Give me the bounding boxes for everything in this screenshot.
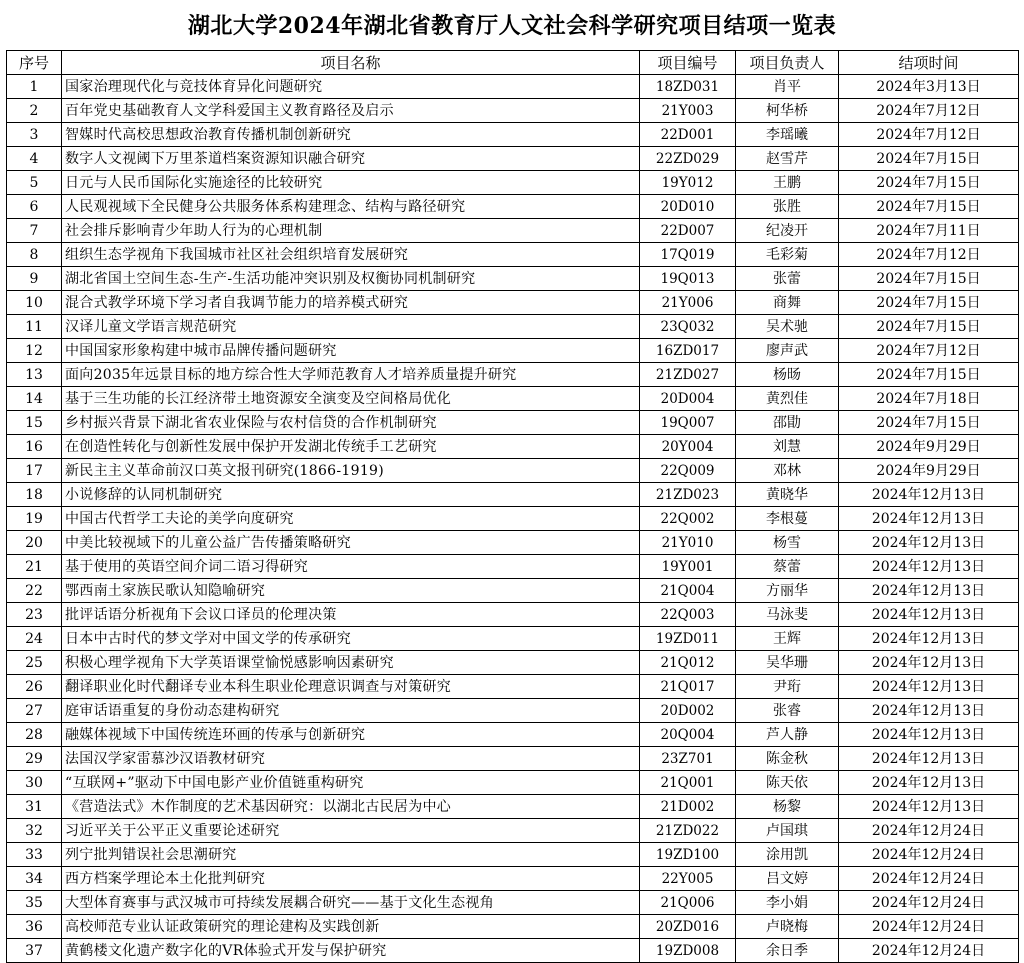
cell-completion-date: 2024年7月15日 (839, 195, 1019, 219)
table-row (7, 459, 1019, 483)
cell-no: 17 (7, 459, 62, 483)
cell-project-leader: 杨旸 (736, 363, 839, 387)
cell-no: 6 (7, 195, 62, 219)
cell-project-leader: 黄烈佳 (736, 387, 839, 411)
cell-project-code: 20D002 (640, 699, 736, 723)
cell-no: 19 (7, 507, 62, 531)
cell-project-name: 数字人文视阈下万里茶道档案资源知识融合研究 (62, 147, 640, 171)
cell-project-code: 22Q003 (640, 603, 736, 627)
cell-project-leader: 柯华桥 (736, 99, 839, 123)
cell-project-name: 日本中古时代的梦文学对中国文学的传承研究 (62, 627, 640, 651)
header-row (7, 51, 1019, 75)
cell-completion-date: 2024年9月29日 (839, 435, 1019, 459)
cell-project-name: 面向2035年远景目标的地方综合性大学师范教育人才培养质量提升研究 (62, 363, 640, 387)
table-row (7, 867, 1019, 891)
sheet-title: 湖北大学2024年湖北省教育厅人文社会科学研究项目结项一览表 (187, 13, 837, 39)
cell-no: 29 (7, 747, 62, 771)
header-no: 序号 (7, 51, 62, 75)
cell-project-name: 西方档案学理论本土化批判研究 (62, 867, 640, 891)
cell-project-code: 22Q002 (640, 507, 736, 531)
cell-completion-date: 2024年12月13日 (839, 795, 1019, 819)
table-row (7, 891, 1019, 915)
cell-project-leader: 刘慧 (736, 435, 839, 459)
table-row (7, 315, 1019, 339)
cell-project-name: 积极心理学视角下大学英语课堂愉悦感影响因素研究 (62, 651, 640, 675)
cell-completion-date: 2024年7月15日 (839, 267, 1019, 291)
cell-project-leader: 李小娟 (736, 891, 839, 915)
table-row (7, 675, 1019, 699)
cell-project-code: 22ZD029 (640, 147, 736, 171)
table-row (7, 363, 1019, 387)
cell-completion-date: 2024年12月13日 (839, 723, 1019, 747)
table-row (7, 819, 1019, 843)
cell-no: 14 (7, 387, 62, 411)
cell-project-name: 国家治理现代化与竞技体育异化问题研究 (62, 75, 640, 99)
cell-project-name: 批评话语分析视角下会议口译员的伦理决策 (62, 603, 640, 627)
cell-project-code: 20Q004 (640, 723, 736, 747)
cell-project-leader: 邓林 (736, 459, 839, 483)
table-row (7, 603, 1019, 627)
cell-project-code: 21ZD022 (640, 819, 736, 843)
table-row (7, 915, 1019, 939)
cell-project-code: 19Q013 (640, 267, 736, 291)
cell-completion-date: 2024年7月12日 (839, 123, 1019, 147)
cell-project-code: 20Y004 (640, 435, 736, 459)
cell-completion-date: 2024年12月24日 (839, 843, 1019, 867)
cell-project-leader: 涂用凯 (736, 843, 839, 867)
cell-project-code: 23Z701 (640, 747, 736, 771)
cell-project-name: 社会排斥影响青少年助人行为的心理机制 (62, 219, 640, 243)
cell-completion-date: 2024年7月12日 (839, 99, 1019, 123)
table-row (7, 387, 1019, 411)
cell-completion-date: 2024年12月24日 (839, 915, 1019, 939)
cell-project-code: 22D007 (640, 219, 736, 243)
cell-project-code: 20D010 (640, 195, 736, 219)
project-table (6, 50, 1019, 963)
cell-project-name: 法国汉学家雷慕沙汉语教材研究 (62, 747, 640, 771)
cell-completion-date: 2024年7月15日 (839, 171, 1019, 195)
cell-project-leader: 王辉 (736, 627, 839, 651)
header-person: 项目负责人 (736, 51, 839, 75)
cell-no: 22 (7, 579, 62, 603)
cell-no: 13 (7, 363, 62, 387)
cell-completion-date: 2024年7月15日 (839, 315, 1019, 339)
cell-project-code: 21D002 (640, 795, 736, 819)
cell-no: 23 (7, 603, 62, 627)
table-row (7, 195, 1019, 219)
cell-no: 10 (7, 291, 62, 315)
cell-no: 33 (7, 843, 62, 867)
cell-project-code: 21Q004 (640, 579, 736, 603)
cell-project-name: 融媒体视域下中国传统连环画的传承与创新研究 (62, 723, 640, 747)
cell-completion-date: 2024年12月13日 (839, 483, 1019, 507)
cell-project-name: 在创造性转化与创新性发展中保护开发湖北传统手工艺研究 (62, 435, 640, 459)
cell-project-leader: 卢国琪 (736, 819, 839, 843)
cell-project-code: 21ZD027 (640, 363, 736, 387)
cell-project-leader: 尹珩 (736, 675, 839, 699)
cell-project-code: 23Q032 (640, 315, 736, 339)
cell-no: 20 (7, 531, 62, 555)
cell-project-leader: 蔡蕾 (736, 555, 839, 579)
cell-project-leader: 陈金秋 (736, 747, 839, 771)
table-row (7, 267, 1019, 291)
cell-no: 2 (7, 99, 62, 123)
cell-project-leader: 杨雪 (736, 531, 839, 555)
table-row (7, 147, 1019, 171)
cell-no: 34 (7, 867, 62, 891)
cell-project-name: “互联网+”驱动下中国电影产业价值链重构研究 (62, 771, 640, 795)
table-row (7, 243, 1019, 267)
cell-completion-date: 2024年12月13日 (839, 699, 1019, 723)
cell-project-leader: 张胜 (736, 195, 839, 219)
cell-no: 3 (7, 123, 62, 147)
cell-completion-date: 2024年12月13日 (839, 531, 1019, 555)
cell-project-leader: 廖声武 (736, 339, 839, 363)
table-row (7, 699, 1019, 723)
cell-project-name: 人民观视域下全民健身公共服务体系构建理念、结构与路径研究 (62, 195, 640, 219)
table-row (7, 507, 1019, 531)
cell-no: 4 (7, 147, 62, 171)
cell-project-code: 19Y012 (640, 171, 736, 195)
table-row (7, 747, 1019, 771)
header-date: 结项时间 (839, 51, 1019, 75)
cell-completion-date: 2024年12月13日 (839, 675, 1019, 699)
cell-project-code: 19ZD100 (640, 843, 736, 867)
cell-no: 18 (7, 483, 62, 507)
table-row (7, 171, 1019, 195)
cell-project-leader: 陈天依 (736, 771, 839, 795)
cell-project-leader: 毛彩菊 (736, 243, 839, 267)
cell-project-name: 列宁批判错误社会思潮研究 (62, 843, 640, 867)
cell-completion-date: 2024年7月15日 (839, 363, 1019, 387)
cell-project-name: 中国国家形象构建中城市品牌传播问题研究 (62, 339, 640, 363)
cell-completion-date: 2024年12月24日 (839, 891, 1019, 915)
cell-no: 15 (7, 411, 62, 435)
table-row (7, 219, 1019, 243)
table-row (7, 99, 1019, 123)
table-row (7, 843, 1019, 867)
cell-project-name: 大型体育赛事与武汉城市可持续发展耦合研究——基于文化生态视角 (62, 891, 640, 915)
cell-project-name: 湖北省国土空间生态-生产-生活功能冲突识别及权衡协同机制研究 (62, 267, 640, 291)
cell-no: 7 (7, 219, 62, 243)
cell-project-leader: 吴华珊 (736, 651, 839, 675)
table-row (7, 555, 1019, 579)
cell-project-name: 汉译儿童文学语言规范研究 (62, 315, 640, 339)
cell-project-code: 19Y001 (640, 555, 736, 579)
cell-project-leader: 吴术驰 (736, 315, 839, 339)
cell-no: 32 (7, 819, 62, 843)
cell-completion-date: 2024年12月24日 (839, 867, 1019, 891)
cell-completion-date: 2024年12月13日 (839, 771, 1019, 795)
cell-no: 16 (7, 435, 62, 459)
cell-project-leader: 李瑶曦 (736, 123, 839, 147)
cell-no: 9 (7, 267, 62, 291)
cell-project-name: 习近平关于公平正义重要论述研究 (62, 819, 640, 843)
cell-project-leader: 吕文婷 (736, 867, 839, 891)
cell-completion-date: 2024年12月13日 (839, 747, 1019, 771)
cell-no: 31 (7, 795, 62, 819)
cell-no: 8 (7, 243, 62, 267)
cell-completion-date: 2024年12月13日 (839, 555, 1019, 579)
cell-project-code: 21Y006 (640, 291, 736, 315)
table-row (7, 723, 1019, 747)
table-row (7, 939, 1019, 963)
table-row (7, 123, 1019, 147)
cell-project-code: 22D001 (640, 123, 736, 147)
cell-project-name: 黄鹤楼文化遗产数字化的VR体验式开发与保护研究 (62, 939, 640, 963)
cell-project-code: 19ZD011 (640, 627, 736, 651)
cell-completion-date: 2024年9月29日 (839, 459, 1019, 483)
cell-project-code: 21Q001 (640, 771, 736, 795)
table-row (7, 411, 1019, 435)
table-row (7, 483, 1019, 507)
cell-completion-date: 2024年12月13日 (839, 579, 1019, 603)
cell-project-leader: 马泳斐 (736, 603, 839, 627)
cell-project-code: 22Y005 (640, 867, 736, 891)
cell-project-name: 混合式教学环境下学习者自我调节能力的培养模式研究 (62, 291, 640, 315)
cell-project-name: 新民主主义革命前汉口英文报刊研究(1866-1919) (62, 459, 640, 483)
cell-no: 21 (7, 555, 62, 579)
table-row (7, 75, 1019, 99)
cell-completion-date: 2024年12月24日 (839, 819, 1019, 843)
cell-project-leader: 张睿 (736, 699, 839, 723)
cell-project-code: 21Q006 (640, 891, 736, 915)
cell-no: 11 (7, 315, 62, 339)
cell-project-name: 基于使用的英语空间介词二语习得研究 (62, 555, 640, 579)
cell-completion-date: 2024年12月24日 (839, 939, 1019, 963)
cell-completion-date: 2024年7月18日 (839, 387, 1019, 411)
cell-completion-date: 2024年12月13日 (839, 627, 1019, 651)
cell-completion-date: 2024年12月13日 (839, 603, 1019, 627)
cell-project-leader: 余日季 (736, 939, 839, 963)
cell-project-leader: 李根蔓 (736, 507, 839, 531)
table-row (7, 531, 1019, 555)
cell-project-code: 20D004 (640, 387, 736, 411)
cell-project-leader: 芦人静 (736, 723, 839, 747)
cell-project-name: 《营造法式》木作制度的艺术基因研究：以湖北古民居为中心 (62, 795, 640, 819)
cell-project-leader: 肖平 (736, 75, 839, 99)
cell-project-code: 17Q019 (640, 243, 736, 267)
table-row (7, 579, 1019, 603)
table-row (7, 435, 1019, 459)
cell-completion-date: 2024年7月15日 (839, 291, 1019, 315)
cell-project-leader: 赵雪芹 (736, 147, 839, 171)
cell-project-name: 高校师范专业认证政策研究的理论建构及实践创新 (62, 915, 640, 939)
cell-no: 36 (7, 915, 62, 939)
cell-no: 5 (7, 171, 62, 195)
cell-project-code: 20ZD016 (640, 915, 736, 939)
table-row (7, 771, 1019, 795)
cell-project-leader: 邵勖 (736, 411, 839, 435)
cell-completion-date: 2024年7月11日 (839, 219, 1019, 243)
cell-no: 35 (7, 891, 62, 915)
table-row (7, 291, 1019, 315)
cell-completion-date: 2024年3月13日 (839, 75, 1019, 99)
cell-project-leader: 张蕾 (736, 267, 839, 291)
cell-project-code: 16ZD017 (640, 339, 736, 363)
cell-project-code: 19Q007 (640, 411, 736, 435)
cell-project-name: 翻译职业化时代翻译专业本科生职业伦理意识调查与对策研究 (62, 675, 640, 699)
table-body (7, 75, 1019, 963)
cell-project-leader: 黄晓华 (736, 483, 839, 507)
cell-project-code: 21Y003 (640, 99, 736, 123)
cell-project-name: 日元与人民币国际化实施途径的比较研究 (62, 171, 640, 195)
cell-project-code: 22Q009 (640, 459, 736, 483)
cell-project-leader: 杨黎 (736, 795, 839, 819)
table-row (7, 651, 1019, 675)
cell-project-code: 21Q012 (640, 651, 736, 675)
cell-project-leader: 商舞 (736, 291, 839, 315)
cell-project-code: 18ZD031 (640, 75, 736, 99)
cell-no: 27 (7, 699, 62, 723)
cell-project-leader: 纪凌开 (736, 219, 839, 243)
cell-no: 37 (7, 939, 62, 963)
cell-project-name: 鄂西南土家族民歌认知隐喻研究 (62, 579, 640, 603)
header-code: 项目编号 (640, 51, 736, 75)
cell-project-code: 21Q017 (640, 675, 736, 699)
cell-completion-date: 2024年7月15日 (839, 147, 1019, 171)
cell-no: 28 (7, 723, 62, 747)
cell-no: 24 (7, 627, 62, 651)
cell-project-name: 基于三生功能的长江经济带土地资源安全演变及空间格局优化 (62, 387, 640, 411)
table-row (7, 627, 1019, 651)
table-row (7, 795, 1019, 819)
cell-completion-date: 2024年12月13日 (839, 651, 1019, 675)
cell-completion-date: 2024年7月12日 (839, 339, 1019, 363)
cell-project-name: 小说修辞的认同机制研究 (62, 483, 640, 507)
cell-project-leader: 方丽华 (736, 579, 839, 603)
cell-no: 1 (7, 75, 62, 99)
cell-project-name: 百年党史基础教育人文学科爱国主义教育路径及启示 (62, 99, 640, 123)
cell-project-name: 组织生态学视角下我国城市社区社会组织培育发展研究 (62, 243, 640, 267)
header-name: 项目名称 (62, 51, 640, 75)
cell-project-leader: 卢晓梅 (736, 915, 839, 939)
cell-no: 25 (7, 651, 62, 675)
cell-project-name: 智媒时代高校思想政治教育传播机制创新研究 (62, 123, 640, 147)
cell-project-name: 庭审话语重复的身份动态建构研究 (62, 699, 640, 723)
cell-project-name: 中国古代哲学工夫论的美学向度研究 (62, 507, 640, 531)
cell-no: 26 (7, 675, 62, 699)
cell-completion-date: 2024年12月13日 (839, 507, 1019, 531)
cell-completion-date: 2024年7月12日 (839, 243, 1019, 267)
cell-project-name: 乡村振兴背景下湖北省农业保险与农村信贷的合作机制研究 (62, 411, 640, 435)
cell-project-code: 21ZD023 (640, 483, 736, 507)
cell-project-name: 中美比较视域下的儿童公益广告传播策略研究 (62, 531, 640, 555)
cell-project-code: 21Y010 (640, 531, 736, 555)
table-row (7, 339, 1019, 363)
cell-no: 12 (7, 339, 62, 363)
cell-completion-date: 2024年7月15日 (839, 411, 1019, 435)
cell-no: 30 (7, 771, 62, 795)
cell-project-leader: 王鹏 (736, 171, 839, 195)
cell-project-code: 19ZD008 (640, 939, 736, 963)
